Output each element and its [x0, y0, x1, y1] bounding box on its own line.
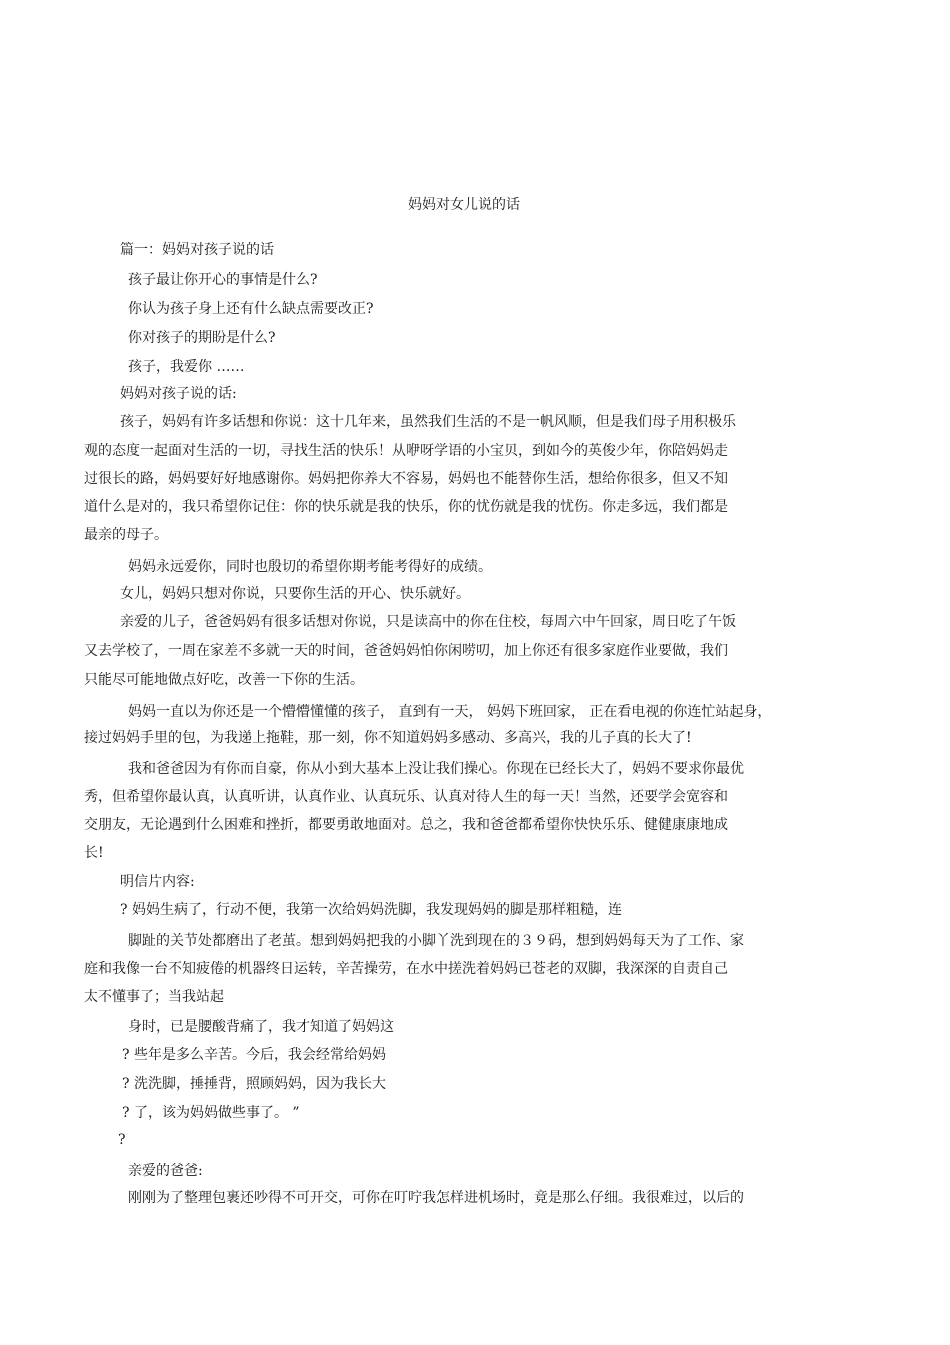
paragraph-line: 我和爸爸因为有你而自豪，你从小到大基本上没让我们操心。你现在已经长大了，妈妈不要求你最优 — [128, 761, 744, 777]
paragraph-line: ? 了，该为妈妈做些事了。 ” — [122, 1105, 300, 1121]
paragraph-line: 女儿，妈妈只想对你说，只要你生活的开心、快乐就好。 — [120, 586, 470, 602]
paragraph-line: 只能尽可能地做点好吃，改善一下你的生活。 — [84, 672, 364, 688]
paragraph-line: 身时，已是腰酸背痛了，我才知道了妈妈这 — [128, 1019, 394, 1035]
paragraph-line: 脚趾的关节处都磨出了老茧。想到妈妈把我的小脚丫洗到现在的３９码，想到妈妈每天为了工作、家 — [128, 933, 744, 949]
paragraph-line: ? 妈妈生病了，行动不便，我第一次给妈妈洗脚，我发现妈妈的脚是那样粗糙，连 — [120, 902, 622, 918]
paragraph-line: 又去学校了，一周在家差不多就一天的时间，爸爸妈妈怕你闲唠叨，加上你还有很多家庭作业要做，我们 — [84, 643, 728, 659]
paragraph-line: 观的态度一起面对生活的一切，寻找生活的快乐！从咿呀学语的小宝贝，到如今的英俊少年，你陪妈妈走 — [84, 443, 728, 459]
subheading: 妈妈对孩子说的话: — [120, 386, 237, 402]
text-line: ? — [118, 1132, 126, 1148]
question-line: 你对孩子的期盼是什么? — [128, 330, 276, 346]
paragraph-line: 最亲的母子。 — [84, 527, 168, 543]
paragraph-line: ? 些年是多么辛苦。今后，我会经常给妈妈 — [122, 1047, 386, 1063]
paragraph-line: 妈妈一直以为你还是一个懵懵懂懂的孩子， 直到有一天， 妈妈下班回家， 正在看电视的你连忙站起身， — [128, 704, 772, 720]
paragraph-line: 秀，但希望你最认真，认真听讲，认真作业、认真玩乐、认真对待人生的每一天！当然，还要学会宽容和 — [84, 789, 728, 805]
text-line: 孩子，我爱你 …… — [128, 359, 245, 375]
paragraph-line: 妈妈永远爱你，同时也殷切的希望你期考能考得好的成绩。 — [128, 559, 492, 575]
paragraph-line: 庭和我像一台不知疲倦的机器终日运转，辛苦操劳，在水中搓洗着妈妈已苍老的双脚，我深深的自责自己 — [84, 961, 728, 977]
salutation: 亲爱的爸爸: — [128, 1163, 203, 1179]
section-heading: 篇一：妈妈对孩子说的话 — [120, 242, 274, 258]
paragraph-line: 交朋友，无论遇到什么困难和挫折，都要勇敢地面对。总之，我和爸爸都希望你快快乐乐、健健康康地成 — [84, 817, 728, 833]
subheading: 明信片内容: — [120, 874, 195, 890]
paragraph-line: 接过妈妈手里的包，为我递上拖鞋，那一刻，你不知道妈妈多感动、多高兴，我的儿子真的长大了! — [84, 730, 692, 746]
paragraph-line: 孩子，妈妈有许多话想和你说：这十几年来，虽然我们生活的不是一帆风顺，但是我们母子用积极乐 — [120, 414, 736, 430]
paragraph-line: ? 洗洗脚，捶捶背，照顾妈妈，因为我长大 — [122, 1076, 386, 1092]
paragraph-line: 长! — [84, 845, 104, 861]
document-title: 妈妈对女儿说的话 — [408, 197, 520, 213]
question-line: 你认为孩子身上还有什么缺点需要改正? — [128, 301, 374, 317]
paragraph-line: 刚刚为了整理包裹还吵得不可开交，可你在叮咛我怎样进机场时，竟是那么仔细。我很难过，以后的 — [128, 1190, 744, 1206]
question-line: 孩子最让你开心的事情是什么? — [128, 272, 318, 288]
paragraph-line: 过很长的路，妈妈要好好地感谢你。妈妈把你养大不容易，妈妈也不能替你生活，想给你很多，但又不知 — [84, 471, 728, 487]
paragraph-line: 亲爱的儿子，爸爸妈妈有很多话想对你说，只是读高中的你在住校，每周六中午回家，周日吃了午饭 — [120, 614, 736, 630]
paragraph-line: 道什么是对的，我只希望你记住：你的快乐就是我的快乐，你的忧伤就是我的忧伤。你走多远，我们都是 — [84, 499, 728, 515]
paragraph-line: 太不懂事了；当我站起 — [84, 989, 224, 1005]
